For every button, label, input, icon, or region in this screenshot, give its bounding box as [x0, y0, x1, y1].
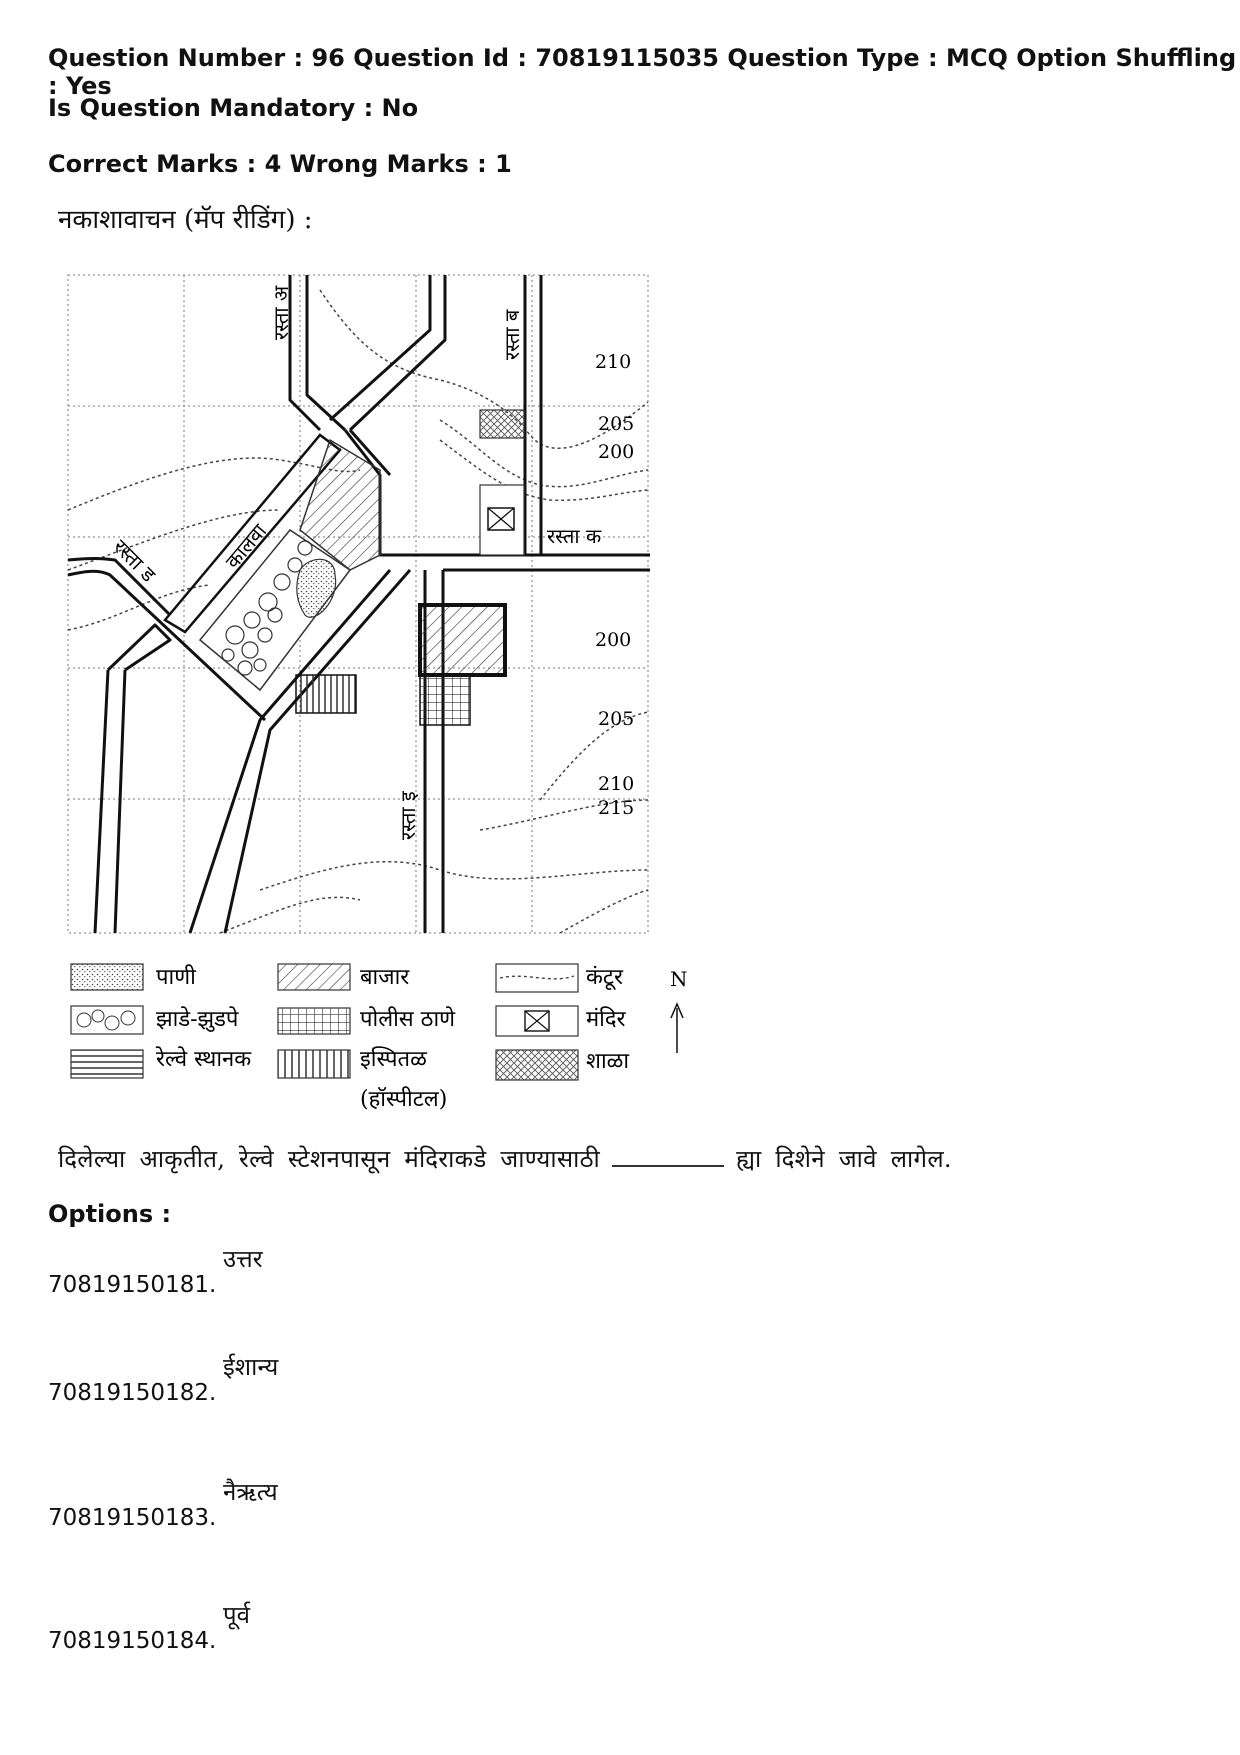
option-id: 70819150183.: [48, 1505, 217, 1531]
water-body: [297, 559, 336, 617]
canal-label: कालवा: [220, 519, 272, 574]
option-text: नैऋत्य: [223, 1478, 278, 1506]
map-legend: [66, 958, 706, 1128]
legend-water-swatch: [71, 964, 143, 990]
road-label-b: रस्ता ब: [500, 309, 524, 360]
contour-label-215: 215: [598, 797, 635, 819]
mandatory-line: Is Question Mandatory : No: [48, 94, 419, 122]
question-text-after: ह्या दिशेने जावे लागेल.: [736, 1145, 952, 1173]
map-figure: [60, 270, 660, 950]
legend-hospital-sublabel: (हॉस्पीटल): [360, 1087, 448, 1112]
legend-market-swatch: [278, 964, 350, 990]
legend-police-swatch: [278, 1008, 350, 1034]
option-item[interactable]: [48, 1478, 278, 1531]
option-item[interactable]: [48, 1353, 279, 1406]
north-label: N: [670, 967, 688, 991]
legend-police-label: पोलीस ठाणे: [360, 1007, 456, 1032]
legend-contour-label: कंटूर: [586, 965, 623, 990]
road-label-i: रस्ता इ: [396, 791, 420, 840]
question-text: [58, 1142, 952, 1175]
contour-lines: [68, 290, 648, 933]
option-text: ईशान्य: [223, 1353, 279, 1381]
option-item[interactable]: [48, 1601, 250, 1654]
option-id: 70819150181.: [48, 1272, 217, 1298]
legend-market-label: बाजार: [360, 965, 410, 990]
north-arrow-icon: [671, 1004, 683, 1053]
contour-label-205: 205: [598, 413, 635, 435]
contour-label-210b: 210: [598, 773, 635, 795]
option-id: 70819150184.: [48, 1628, 217, 1654]
contour-label-205b: 205: [598, 708, 635, 730]
legend-shrubs-label: झाडे-झुडपे: [156, 1007, 239, 1032]
legend-school-label: शाळा: [586, 1049, 630, 1074]
option-text: उत्तर: [223, 1245, 263, 1273]
answer-blank: [612, 1165, 724, 1167]
option-text: पूर्व: [223, 1601, 250, 1629]
road-label-d: रस्ता ड: [108, 534, 161, 587]
road-label-k: रस्ता क: [547, 524, 602, 548]
legend-school-swatch: [496, 1050, 578, 1080]
question-text-before: दिलेल्या आकृतीत, रेल्वे स्टेशनपासून मंदिराकडे जाण्यासाठी: [58, 1145, 601, 1173]
legend-temple-swatch: [496, 1006, 578, 1036]
contour-label-200: 200: [598, 441, 635, 463]
contour-label-210: 210: [595, 351, 632, 373]
market-block: [420, 605, 505, 675]
legend-shrubs-swatch: [71, 1006, 143, 1034]
temple-symbol: [480, 485, 524, 555]
map-title: नकाशावाचन (मॅप रीडिंग) :: [58, 205, 313, 235]
roads: [68, 275, 650, 933]
school: [480, 410, 524, 438]
legend-contour-swatch: [496, 964, 578, 992]
marks-line: Correct Marks : 4 Wrong Marks : 1: [48, 150, 512, 178]
police-station: [420, 675, 470, 725]
legend-hospital-label: इस्पितळ: [360, 1047, 427, 1072]
contour-label-200b: 200: [595, 629, 632, 651]
option-id: 70819150182.: [48, 1380, 217, 1406]
question-meta-line: Question Number : 96 Question Id : 70819115035 Question Type : MCQ Option Shuffling : Yes: [48, 44, 1237, 100]
legend-temple-label: मंदिर: [586, 1007, 626, 1032]
legend-hospital-swatch: [278, 1050, 350, 1078]
legend-water-label: पाणी: [156, 965, 196, 990]
map-grid: [68, 275, 648, 933]
hospital: [296, 675, 356, 713]
legend-railway-swatch: [71, 1050, 143, 1078]
options-label: Options :: [48, 1200, 172, 1228]
road-label-a: रस्ता अ: [269, 285, 293, 340]
legend-railway-label: रेल्वे स्थानक: [156, 1047, 252, 1072]
option-item[interactable]: [48, 1245, 263, 1298]
